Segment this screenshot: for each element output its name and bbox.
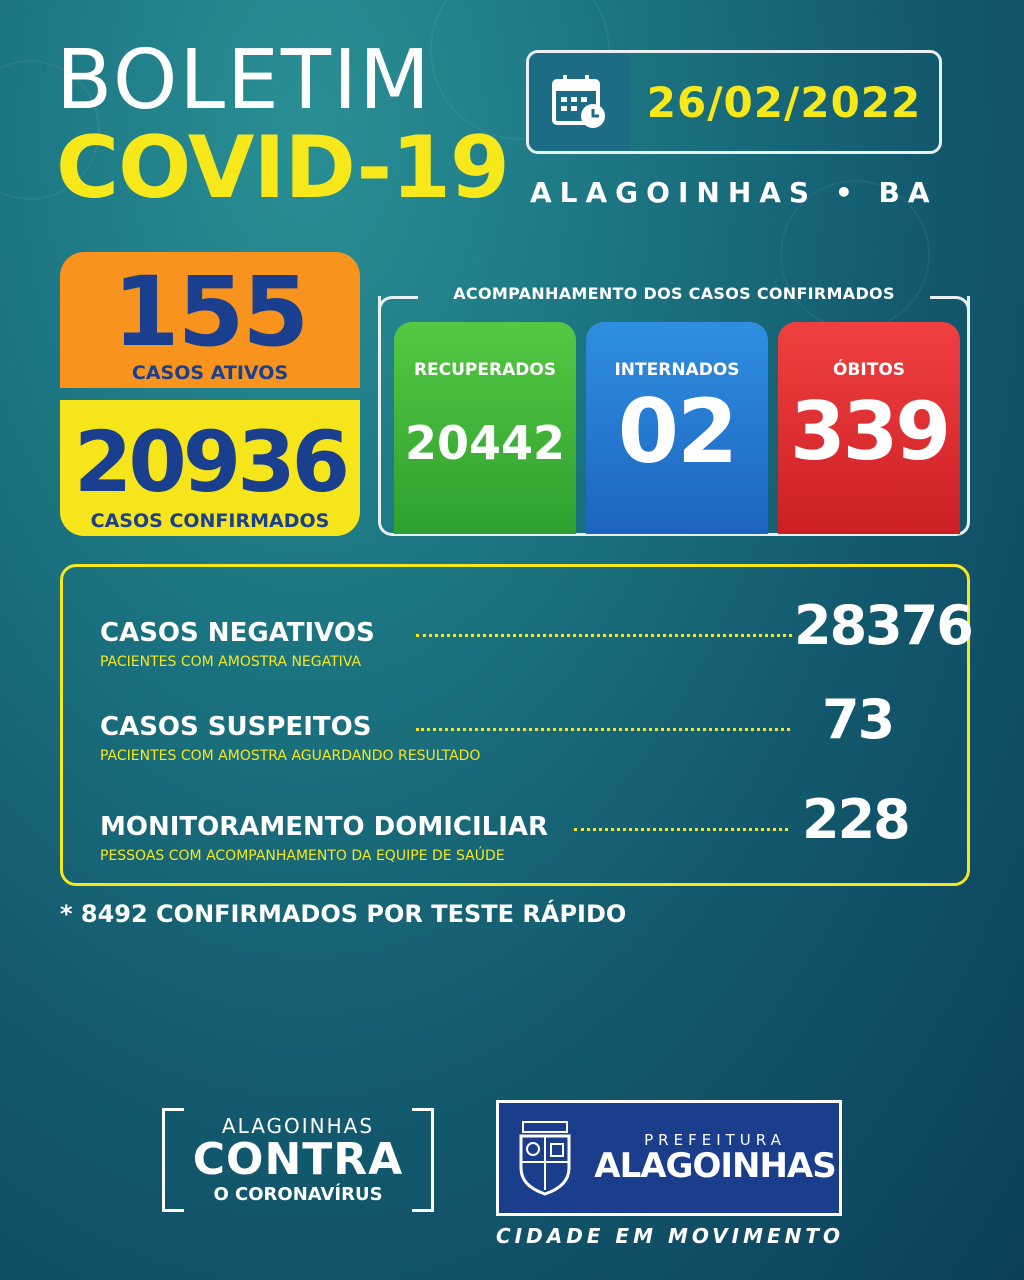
campaign-top-text: ALAGOINHAS	[221, 1114, 375, 1138]
deaths-card	[778, 322, 960, 534]
active-cases-label: CASOS ATIVOS	[131, 362, 289, 384]
negative-cases-title: CASOS NEGATIVOS	[100, 618, 375, 648]
campaign-logo	[162, 1108, 434, 1212]
recovered-card	[394, 322, 576, 534]
home-monitoring-title: MONITORAMENTO DOMICILIAR	[100, 812, 549, 842]
prefecture-logo	[496, 1100, 842, 1216]
confirmed-cases-value: 20936	[73, 413, 347, 511]
tracking-title: ACOMPANHAMENTO DOS CASOS CONFIRMADOS	[453, 284, 895, 303]
negative-cases-row	[100, 594, 972, 670]
campaign-mid-text: CONTRA	[192, 1134, 404, 1185]
deaths-value: 339	[790, 385, 948, 478]
prefecture-slogan: CIDADE EM MOVIMENTO	[496, 1224, 845, 1248]
suspect-cases-subtitle: PACIENTES COM AMOSTRA AGUARDANDO RESULTADO	[100, 748, 481, 764]
hospitalized-card	[586, 322, 768, 534]
page-title: BOLETIM	[56, 33, 432, 128]
prefecture-name: ALAGOINHAS	[594, 1146, 836, 1187]
prefecture-text	[591, 1131, 839, 1185]
negative-cases-value: 28376	[794, 594, 972, 657]
negative-cases-subtitle: PACIENTES COM AMOSTRA NEGATIVA	[100, 654, 362, 670]
report-date: 26/02/2022	[646, 77, 922, 127]
dotted-leader	[416, 728, 790, 731]
campaign-bottom-text: O CORONAVÍRUS	[213, 1184, 383, 1205]
home-monitoring-row	[100, 788, 960, 864]
suspect-cases-value: 73	[822, 688, 894, 751]
city-seal-icon	[499, 1103, 591, 1213]
dotted-leader	[574, 828, 788, 831]
hospitalized-label: INTERNADOS	[614, 360, 740, 380]
suspect-cases-title: CASOS SUSPEITOS	[100, 712, 372, 742]
bracket-right	[412, 1108, 434, 1212]
recovered-value: 20442	[404, 416, 566, 470]
confirmed-cases-box	[60, 400, 360, 536]
active-cases-box	[60, 252, 360, 388]
recovered-label: RECUPERADOS	[413, 360, 557, 380]
page-subtitle: COVID-19	[56, 118, 509, 218]
bracket-left	[162, 1108, 184, 1212]
prefecture-label: PREFEITURA	[644, 1131, 786, 1150]
suspect-cases-row	[100, 688, 960, 764]
home-monitoring-value: 228	[802, 788, 909, 851]
date-badge	[526, 50, 942, 154]
tracking-panel-corner	[930, 296, 970, 316]
active-cases-value: 155	[112, 256, 308, 368]
dotted-leader	[416, 634, 792, 637]
home-monitoring-subtitle: PESSOAS COM ACOMPANHAMENTO DA EQUIPE DE SAÚDE	[100, 848, 505, 864]
hospitalized-value: 02	[617, 380, 737, 483]
city-label: ALAGOINHAS • BA	[530, 176, 938, 209]
confirmed-cases-label: CASOS CONFIRMADOS	[90, 510, 330, 532]
deaths-label: ÓBITOS	[832, 360, 906, 380]
calendar-clock-icon	[529, 53, 629, 151]
footnote: * 8492 CONFIRMADOS POR TESTE RÁPIDO	[60, 900, 627, 928]
tracking-panel-corner	[378, 296, 418, 316]
